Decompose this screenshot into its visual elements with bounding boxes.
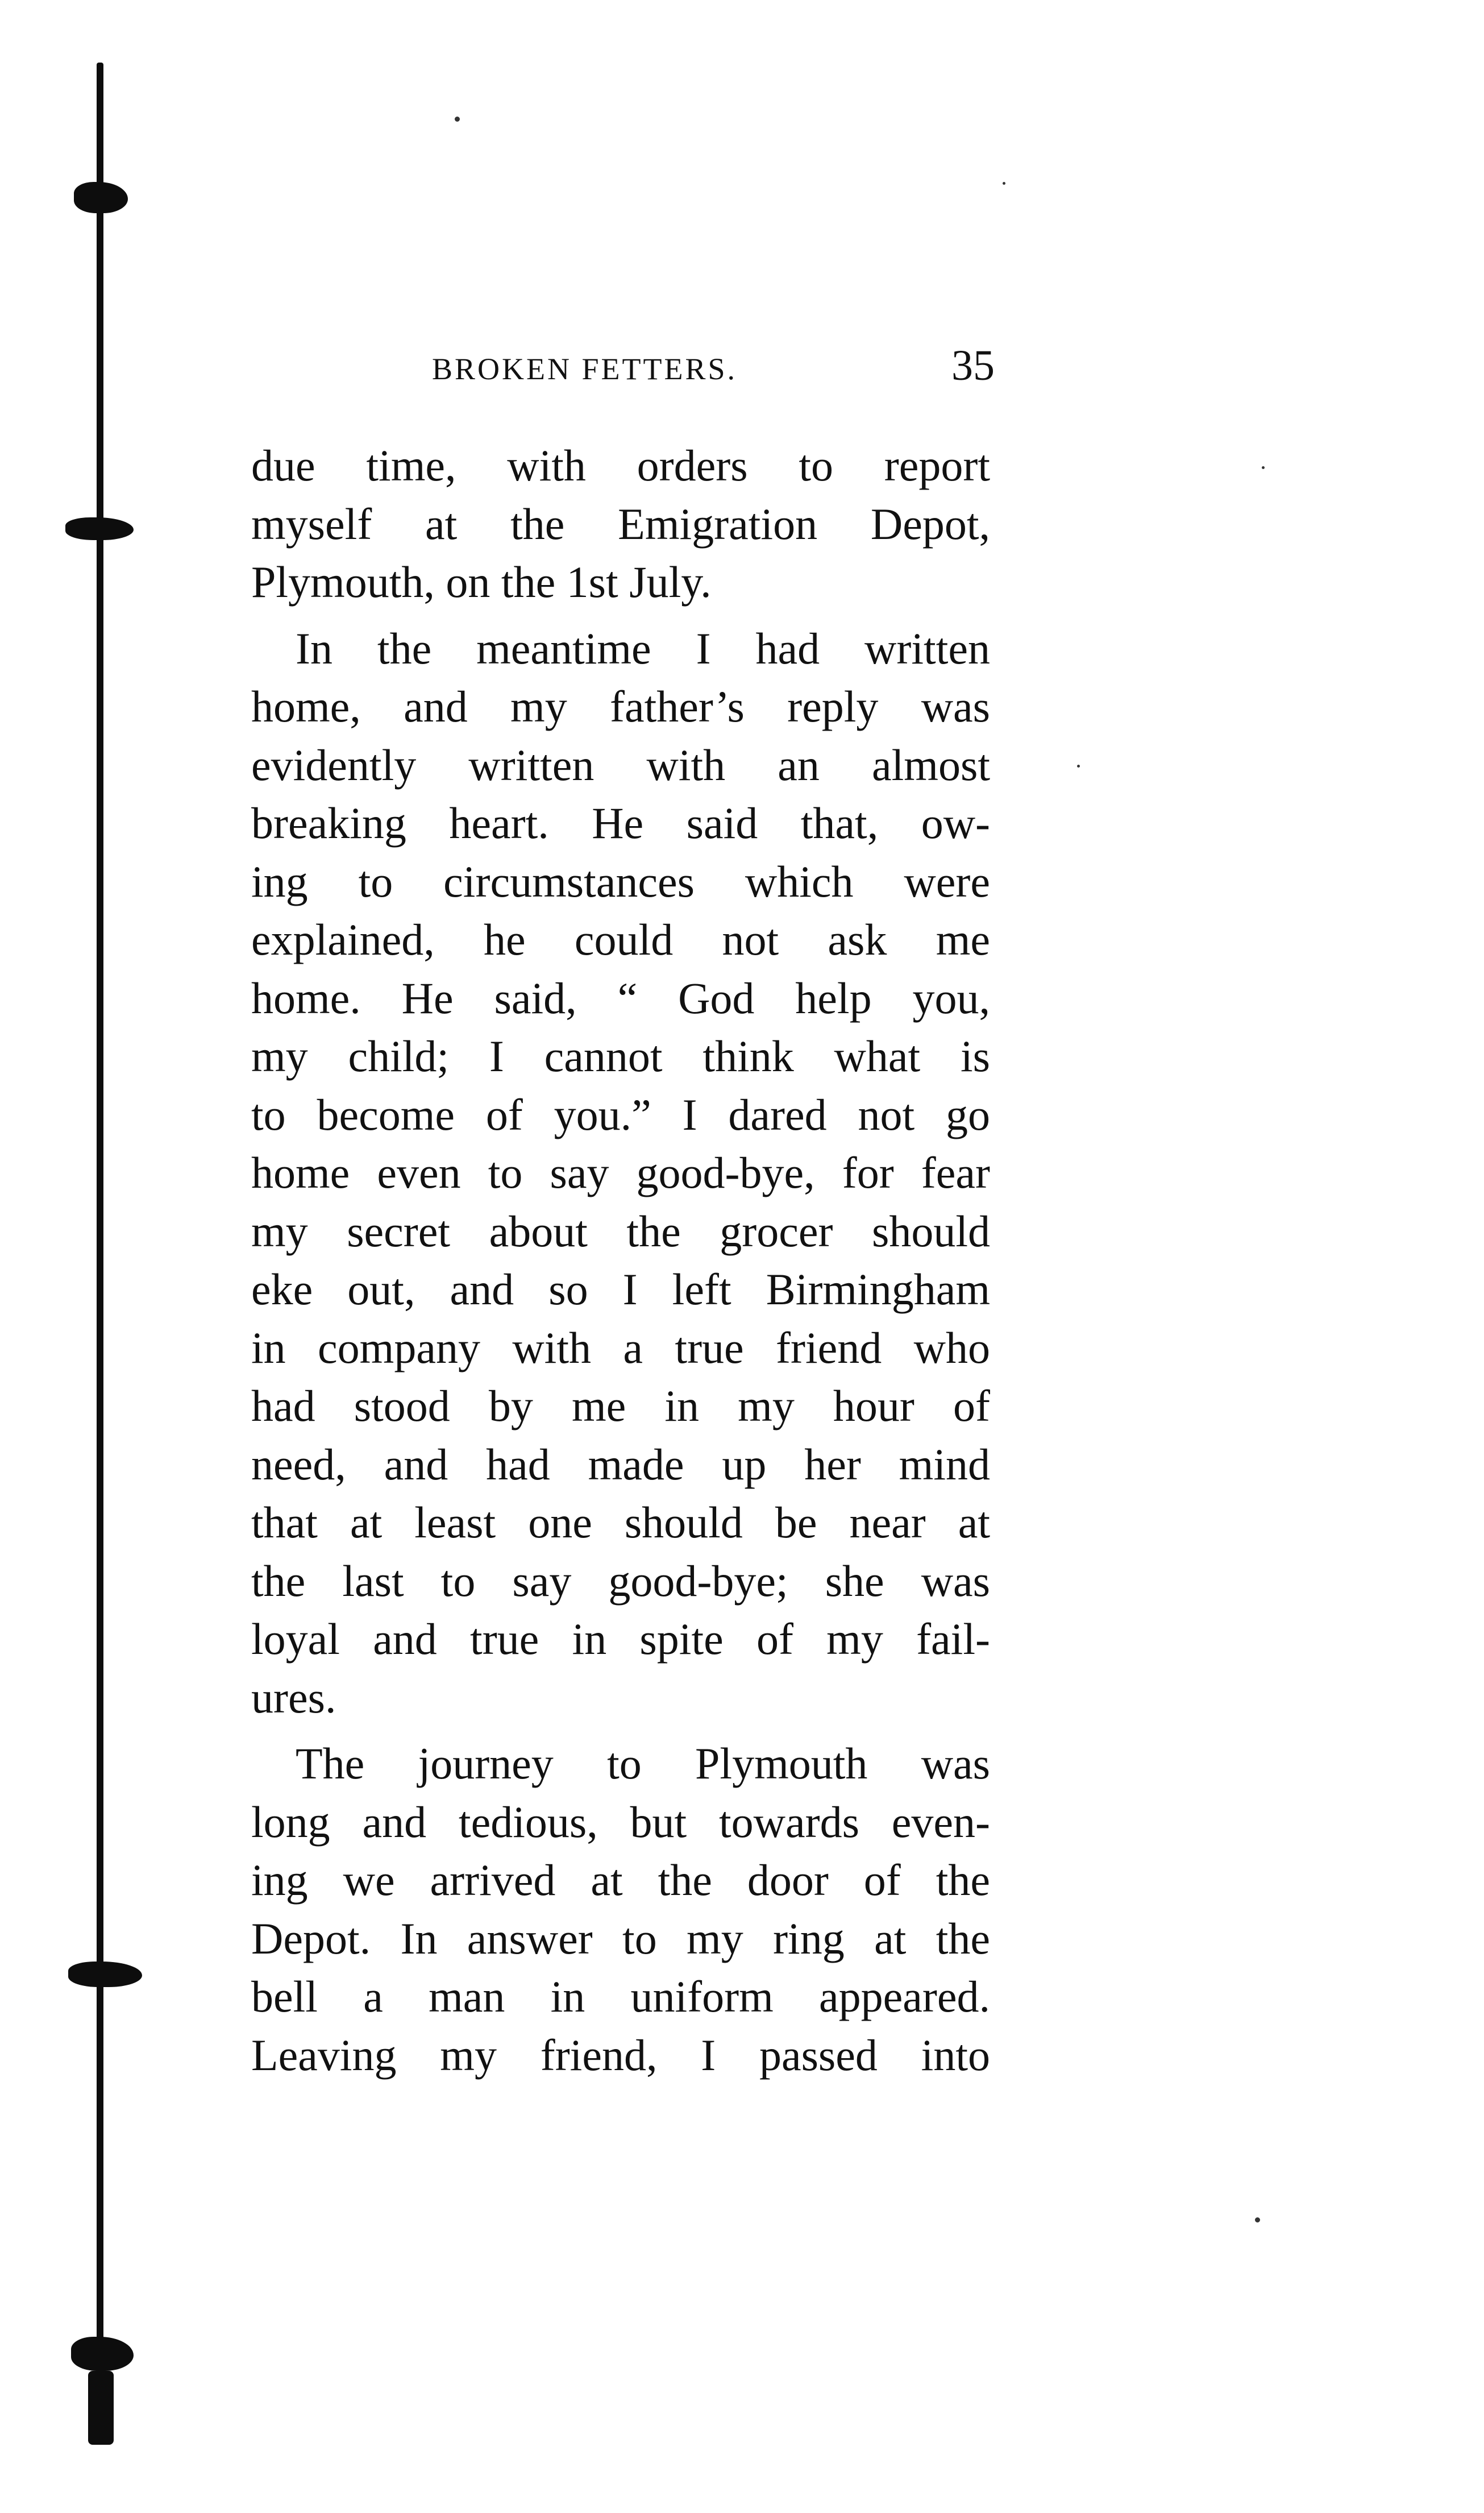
text-line: loyal and true in spite of my fail- [251,1614,990,1664]
text-line: explained, he could not ask me [251,915,990,964]
paper-speck [455,117,460,122]
text-line: need, and had made up her mind [251,1439,990,1489]
text-line: my secret about the grocer should [251,1206,990,1256]
paper-speck [1077,765,1080,768]
binding-stitch [71,2337,134,2371]
text-line: eke out, and so I left Birmingham [251,1264,990,1314]
text-line: ing we arrived at the door of the [251,1855,990,1905]
text-line: In the meantime I had written [296,623,990,673]
paper-speck [1255,2217,1260,2222]
page-header [432,341,995,392]
text-line: evidently written with an almost [251,740,990,790]
text-line: Plymouth, on the 1st July. [251,557,712,607]
body-text [251,437,990,2084]
text-line: to become of you.” I dared not go [251,1089,990,1139]
paragraph [251,620,990,1727]
text-line: that at least one should be near at [251,1498,990,1547]
text-line: due time, with orders to report [251,441,990,490]
text-line: in company with a true friend who [251,1322,990,1372]
binding-stitch [74,182,128,213]
text-line: Leaving my friend, I passed into [251,2030,990,2080]
text-line: Depot. In answer to my ring at the [251,1913,990,1963]
text-line: home even to say good-bye, for fear [251,1148,990,1197]
text-line: myself at the Emigration Depot, [251,499,990,549]
paper-speck [1262,466,1265,469]
running-title: BROKEN FETTERS. [432,352,738,386]
text-line: had stood by me in my hour of [251,1381,990,1430]
paper-speck [1003,182,1005,185]
text-line: breaking heart. He said that, ow- [251,798,990,848]
text-line: ing to circumstances which were [251,856,990,906]
text-line: the last to say good-bye; she was [251,1556,990,1606]
binding-stitch [88,2371,114,2445]
binding-stitch [68,1962,142,1987]
text-line: home. He said, “ God help you, [251,973,990,1023]
text-line: ures. [251,1672,336,1722]
text-line: my child; I cannot think what is [251,1031,990,1081]
text-line: The journey to Plymouth was [296,1739,990,1788]
paragraph [251,437,990,612]
paragraph [251,1735,990,2084]
binding-edge [97,63,103,2422]
text-line: long and tedious, but towards even- [251,1797,990,1847]
page-number: 35 [951,342,995,389]
text-line: home, and my father’s reply was [251,682,990,731]
text-line: bell a man in uniform appeared. [251,1972,990,2021]
binding-stitch [65,517,134,540]
